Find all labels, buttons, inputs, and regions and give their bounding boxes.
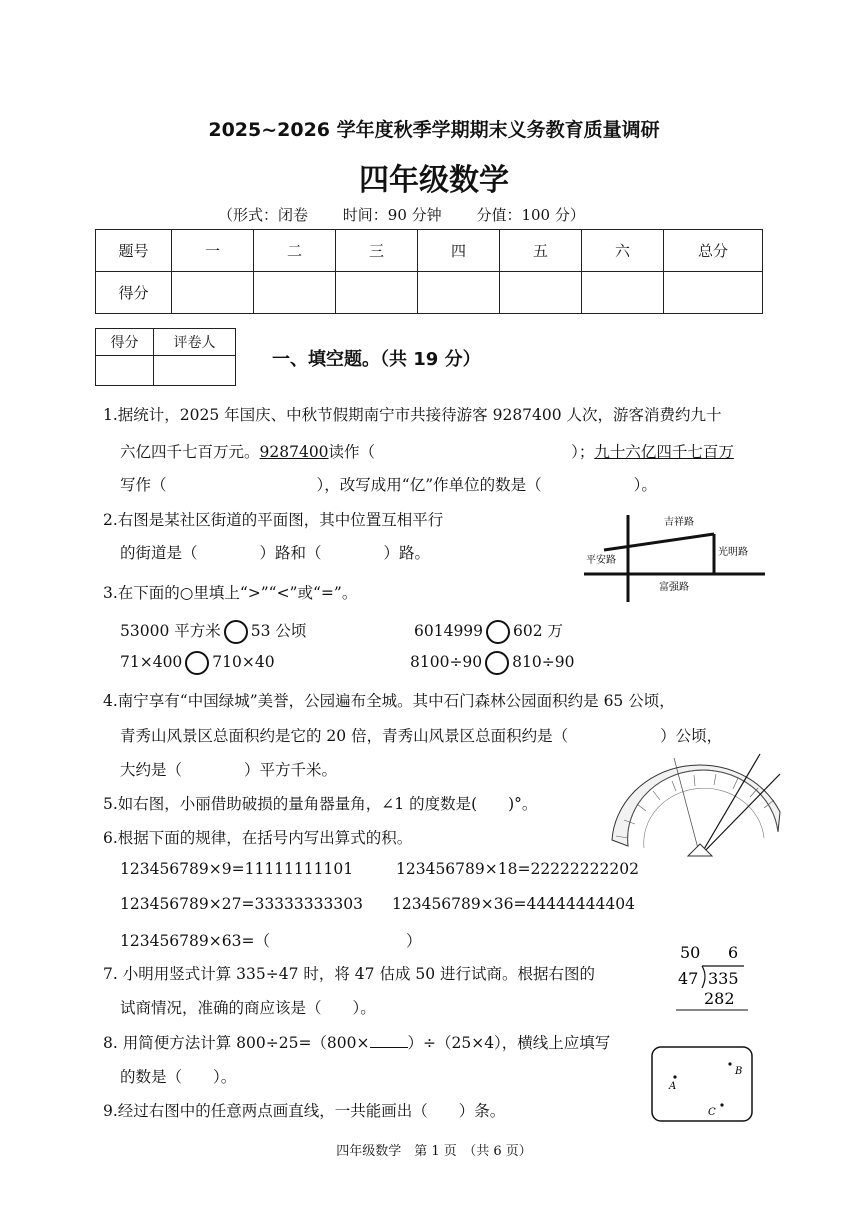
q6-eq5 <box>120 929 421 951</box>
fuqiang-label: 富强路 <box>659 582 689 593</box>
point-b-label: B <box>735 1066 743 1077</box>
q3-c1-right: 53 公顷 <box>250 622 307 640</box>
point-c <box>720 1103 723 1106</box>
q6-eq5-end: ） <box>405 932 422 950</box>
exam-title: 2025~2026 学年度秋季学期期末义务教育质量调研 <box>208 119 660 141</box>
q4-line3: 大约是（ ）平方千米。 <box>120 761 338 779</box>
q3-c2-right: 602 万 <box>513 622 564 640</box>
q3-compare-3 <box>120 651 275 675</box>
guangming-label: 光明路 <box>718 547 748 558</box>
q6-eq2: 123456789×18=22222222202 <box>396 860 639 878</box>
q7-line1: 7. 小明用竖式计算 335÷47 时，将 47 估成 50 进行试商。根据右图的 <box>103 965 596 983</box>
point-c-label: C <box>708 1107 716 1118</box>
q4-unit: ）公顷， <box>660 727 723 745</box>
q1-rewrite: ），改写成用“亿”作单位的数是（ <box>316 476 542 494</box>
q8-line2: 的数是（ ）。 <box>120 1068 237 1086</box>
q3-c3-right: 710×40 <box>212 653 275 671</box>
angle-ray-2 <box>700 774 780 856</box>
score-header-cell: 总分 <box>664 230 763 272</box>
q6-eq1: 123456789×9=11111111101 <box>120 860 354 878</box>
q1-number: 9287400 <box>259 443 329 461</box>
jixiang-label: 吉祥路 <box>664 517 694 528</box>
q3-c2-left: 6014999 <box>414 622 484 640</box>
q9-line1: 9.经过右图中的任意两点画直线，一共能画出（ ）条。 <box>103 1102 506 1120</box>
dividend: 335 <box>708 969 739 988</box>
score-cell[interactable] <box>336 272 418 314</box>
q6-eq5-text: 123456789×63=（ <box>120 932 270 950</box>
grader-score-cell[interactable] <box>96 356 154 386</box>
score-header-cell: 二 <box>254 230 336 272</box>
score-table-score-row <box>96 272 763 314</box>
q1-line3 <box>120 473 657 495</box>
q8-text-b: ）÷（25×4），横线上应填写 <box>407 1034 611 1052</box>
grader-name-label: 评卷人 <box>154 329 236 356</box>
q3-c3-left: 71×400 <box>120 653 183 671</box>
q1-line1: 1.据统计，2025 年国庆、中秋节假期南宁市共接待游客 9287400 人次，游客消费约九十 <box>103 406 722 424</box>
score-row-label: 得分 <box>96 272 172 314</box>
score-table <box>95 229 763 314</box>
q4-text: 青秀山风景区总面积约是它的 20 倍，青秀山风景区总面积约是（ <box>120 727 569 745</box>
q3-compare-1 <box>120 619 306 644</box>
q3-c1-left: 53000 平方米 <box>120 622 221 640</box>
grader-table <box>95 328 236 386</box>
q3-compare-2 <box>414 619 563 644</box>
q8-blank-line[interactable] <box>370 1034 408 1048</box>
q1-write-as: 写作（ <box>120 476 167 494</box>
score-cell[interactable] <box>254 272 336 314</box>
score-header-cell: 五 <box>500 230 582 272</box>
q4-line1: 4.南宁享有“中国绿城”美誉，公园遍布全城。其中石门森林公园面积约是 65 公顷， <box>103 692 675 710</box>
exam-form: （形式：闭卷 <box>218 206 309 224</box>
q3-line1: 3.在下面的○里填上“>”“<”或“=”。 <box>103 584 358 602</box>
q1-text: 六亿四千七百万元。 <box>120 443 260 461</box>
point-b <box>728 1062 731 1065</box>
q1-words: 九十六亿四千七百万 <box>594 443 734 461</box>
q8-line1 <box>103 1031 610 1053</box>
score-header-cell: 三 <box>336 230 418 272</box>
q3-c4-right: 810÷90 <box>512 653 575 671</box>
q6-eq3: 123456789×27=33333333303 <box>120 895 363 913</box>
score-header-cell: 一 <box>172 230 254 272</box>
jixiang-road-line <box>604 534 714 550</box>
point-a <box>673 1075 676 1078</box>
score-cell[interactable] <box>664 272 763 314</box>
score-header-cell: 题号 <box>96 230 172 272</box>
pingan-label: 平安路 <box>586 555 616 566</box>
long-division-figure <box>672 940 754 1015</box>
score-header-cell: 四 <box>418 230 500 272</box>
q1-line2 <box>120 440 734 462</box>
grader-score-label: 得分 <box>96 329 154 356</box>
divisor: 47 <box>678 969 699 988</box>
score-cell[interactable] <box>418 272 500 314</box>
exam-info <box>218 204 615 225</box>
page-footer: 四年级数学 第 1 页 （共 6 页） <box>336 1144 532 1159</box>
q1-read-as: 读作（ <box>328 443 376 461</box>
q3-c4-left: 8100÷90 <box>410 653 483 671</box>
score-table-header-row <box>96 230 763 272</box>
compare-circle[interactable] <box>485 651 509 675</box>
compare-circle[interactable] <box>224 620 248 644</box>
q4-line2 <box>120 724 722 746</box>
quotient: 6 <box>728 943 739 962</box>
q1-close: ）； <box>571 443 595 461</box>
exam-subtitle: 四年级数学 <box>359 163 509 198</box>
division-bracket <box>702 966 705 988</box>
q6-eq4: 123456789×36=44444444404 <box>392 895 635 913</box>
exam-time: 时间：90 分钟 <box>342 206 442 224</box>
protractor-center-notch <box>688 844 712 856</box>
street-map-figure <box>584 510 768 605</box>
q2-line2: 的街道是（ ）路和（ ）路。 <box>120 544 431 562</box>
protractor-center-line <box>674 758 700 856</box>
q3-compare-4 <box>410 651 574 675</box>
q1-end: ）。 <box>633 476 657 494</box>
score-cell[interactable] <box>500 272 582 314</box>
compare-circle[interactable] <box>185 651 209 675</box>
exam-score-value: 分值：100 分） <box>476 206 585 224</box>
points-figure <box>650 1045 754 1123</box>
point-a-label: A <box>669 1081 677 1092</box>
q5-line1: 5.如右图，小丽借助破损的量角器量角，∠1 的度数是( )°。 <box>103 795 538 813</box>
score-cell[interactable] <box>582 272 664 314</box>
protractor-figure <box>604 748 788 860</box>
product: 282 <box>704 989 735 1008</box>
grader-name-cell[interactable] <box>154 356 236 386</box>
estimated-divisor: 50 <box>680 943 701 962</box>
q6-line1: 6.根据下面的规律，在括号内写出算式的积。 <box>103 829 413 847</box>
q8-text-a: 8. 用简便方法计算 800÷25=（800× <box>103 1034 370 1052</box>
compare-circle[interactable] <box>486 620 510 644</box>
score-cell[interactable] <box>172 272 254 314</box>
section-title: 一、填空题。（共 19 分） <box>272 349 481 370</box>
score-header-cell: 六 <box>582 230 664 272</box>
q2-line1: 2.右图是某社区街道的平面图，其中位置互相平行 <box>103 511 444 529</box>
q7-line2: 试商情况，准确的商应该是（ ）。 <box>120 999 376 1017</box>
points-frame <box>652 1047 752 1121</box>
